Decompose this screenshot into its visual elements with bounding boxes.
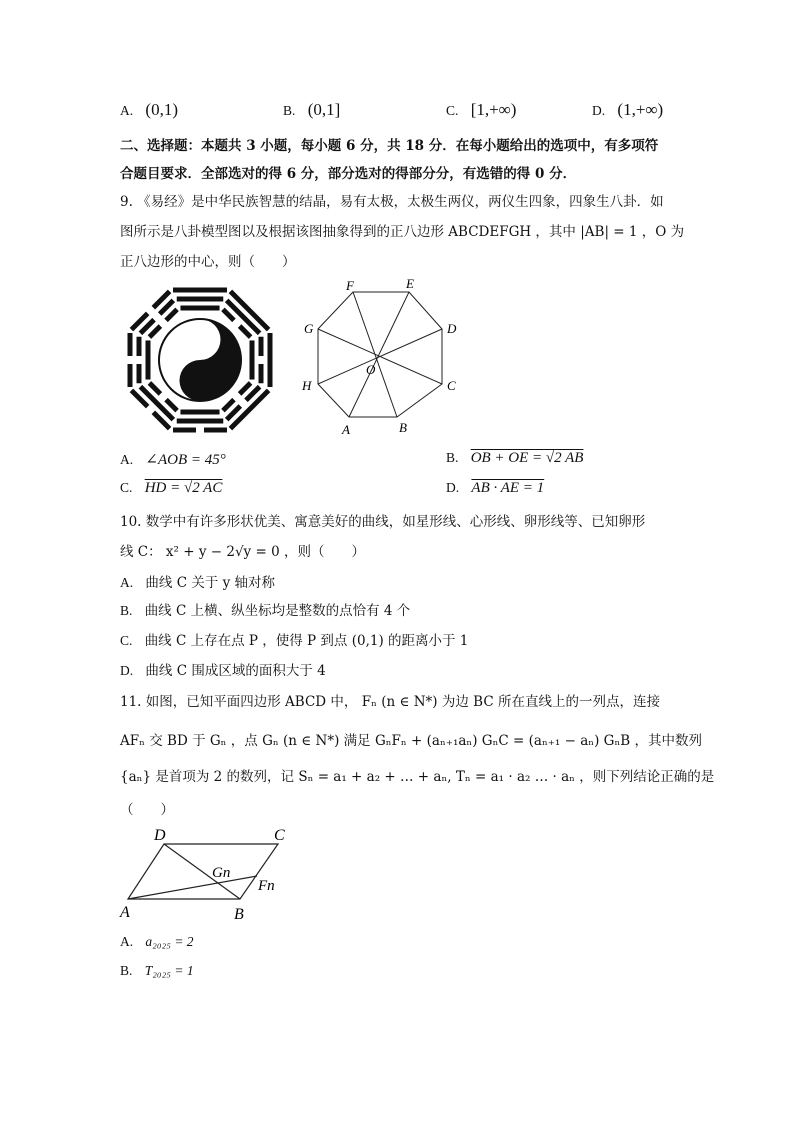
option-label: C. — [446, 103, 459, 118]
option-text: HD = √2 AC — [144, 480, 223, 496]
vertex-label-d: D — [447, 321, 457, 336]
point-label-a: A — [120, 904, 130, 921]
q8-option-c — [446, 100, 516, 120]
trigram-icon — [173, 290, 227, 308]
option-label: C. — [120, 633, 133, 648]
point-label-b: B — [234, 906, 244, 923]
option-label: C. — [120, 480, 133, 495]
option-value: (0,1] — [307, 100, 341, 119]
q10-option-b — [120, 599, 410, 619]
point-label-fn: Fn — [258, 878, 275, 894]
q9-option-d — [446, 480, 544, 497]
trigram-icon — [130, 333, 148, 387]
q11-option-a — [120, 934, 194, 950]
option-label: D. — [592, 103, 606, 118]
option-text: 曲线 C 围成区域的面积大于 4 — [145, 663, 326, 679]
q9-option-a — [120, 450, 226, 469]
bagua-figure — [120, 282, 280, 437]
vertex-label-b: B — [399, 420, 407, 435]
vertex-label-g: G — [304, 321, 314, 336]
q8-option-b — [283, 100, 340, 120]
q11-option-b — [120, 963, 194, 979]
vertex-label-c: C — [447, 378, 456, 393]
q9-option-b — [446, 450, 583, 467]
option-text: 曲线 C 上横、纵坐标均是整数的点恰有 4 个 — [144, 603, 411, 619]
option-text: a₂₀₂₅ = 2 — [145, 934, 194, 949]
option-label: B. — [446, 450, 459, 465]
section-header-line2: 合题目要求．全部选对的得 6 分，部分选对的得部分分，有选错的得 0 分． — [120, 166, 577, 182]
option-text: ∠AOB = 45° — [145, 452, 226, 468]
option-value: [1,+∞) — [470, 100, 517, 119]
q9-line2: 图所示是八卦模型图以及根据该图抽象得到的正八边形 ABCDEFGH ，其中 |AB| = 1 ，O 为 — [120, 224, 685, 240]
option-label: D. — [120, 663, 134, 678]
option-text: 曲线 C 上存在点 P ，使得 P 到点 (0,1) 的距离小于 1 — [144, 633, 469, 649]
vertex-label-f: F — [346, 278, 354, 293]
option-value: (1,+∞) — [617, 100, 664, 119]
option-value: (0,1) — [145, 100, 178, 119]
center-label-o: O — [366, 362, 376, 377]
taiji-icon — [159, 319, 241, 401]
option-label: A. — [120, 452, 134, 467]
q8-option-a — [120, 100, 178, 120]
q11-line2: AFₙ 交 BD 于 Gₙ ，点 Gₙ (n ∈ N*) 满足 GₙFₙ + (aₙ₊₁aₙ) GₙC = (aₙ₊₁ − aₙ) GₙB ，其中数列 — [120, 733, 703, 749]
option-label: B. — [120, 603, 133, 618]
vertex-label-h: H — [302, 378, 312, 393]
q10-option-a — [120, 571, 275, 591]
option-label: D. — [446, 480, 460, 495]
q9-line1: 9. 《易经》是中华民族智慧的结晶，易有太极，太极生两仪，两仪生四象，四象生八卦．如 — [120, 194, 664, 210]
option-text: AB · AE = 1 — [471, 480, 545, 496]
option-label: A. — [120, 934, 134, 949]
q11-line1: 11. 如图，已知平面四边形 ABCD 中， Fₙ (n ∈ N*) 为边 BC 所在直线上的一列点，连接 — [120, 694, 660, 710]
option-label: A. — [120, 575, 134, 590]
q10-line1: 10. 数学中有许多形状优美、寓意美好的曲线，如星形线、心形线、卵形线等、已知卵形 — [120, 514, 646, 530]
option-text: T₂₀₂₅ = 1 — [144, 963, 194, 978]
q11-line3: {aₙ} 是首项为 2 的数列，记 Sₙ = a₁ + a₂ + … + aₙ, Tₙ = a₁ · a₂ … · aₙ ，则下列结论正确的是 — [120, 769, 715, 785]
q10-line2: 线 C： x² + y − 2√y = 0 ，则（ ） — [120, 544, 365, 560]
section-header-line1: 二、选择题：本题共 3 小题，每小题 6 分，共 18 分．在每小题给出的选项中，有多项符 — [120, 138, 659, 154]
q10-option-c — [120, 629, 468, 649]
option-label: B. — [120, 963, 133, 978]
point-label-gn: Gn — [212, 865, 231, 881]
vertex-label-a: A — [342, 422, 350, 437]
point-label-d: D — [154, 827, 166, 844]
option-text: OB + OE = √2 AB — [470, 450, 584, 466]
vertex-label-e: E — [406, 276, 414, 291]
q11-line4: （ ） — [120, 802, 174, 818]
option-label: A. — [120, 103, 134, 118]
q10-option-d — [120, 659, 326, 679]
q9-option-c — [120, 480, 222, 497]
trigram-icon — [252, 333, 270, 387]
q8-option-d — [592, 100, 663, 120]
parallelogram-figure — [118, 824, 298, 924]
option-text: 曲线 C 关于 y 轴对称 — [145, 575, 276, 591]
point-label-c: C — [274, 827, 285, 844]
q9-line3: 正八边形的中心，则（ ） — [120, 254, 296, 270]
trigram-icon — [173, 412, 227, 430]
octagon-figure — [296, 274, 466, 439]
option-label: B. — [283, 103, 296, 118]
